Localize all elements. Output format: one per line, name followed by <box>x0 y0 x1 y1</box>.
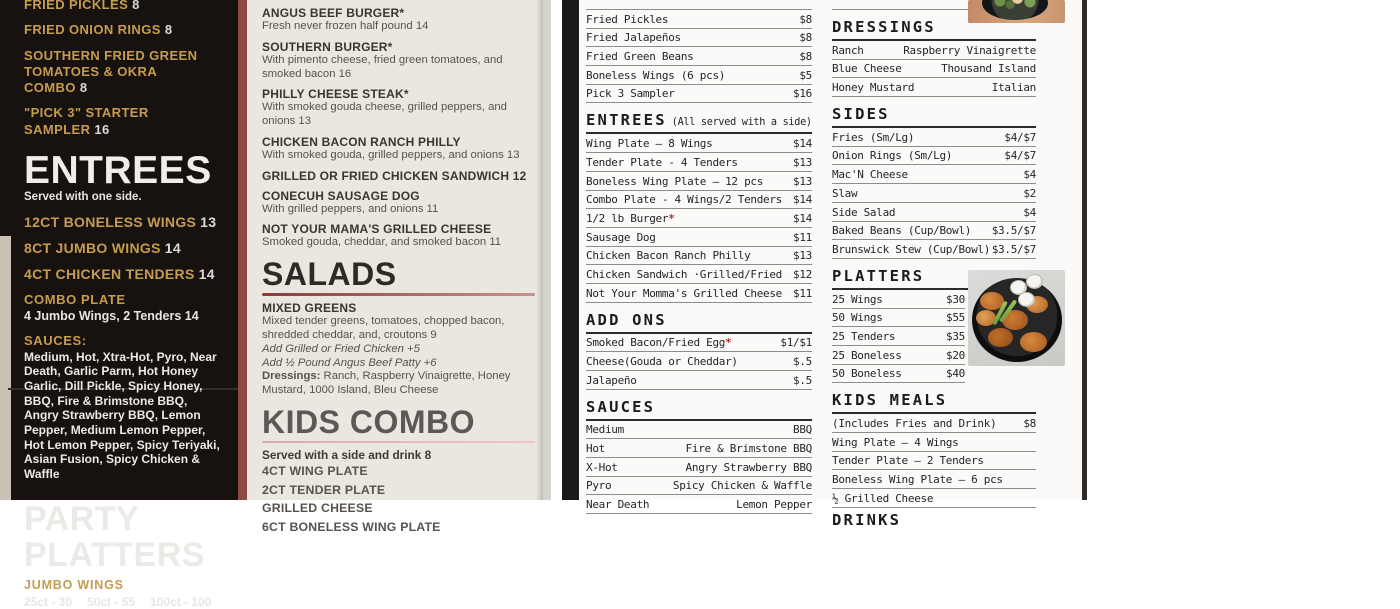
item-name: Tender Plate - 4 Tenders <box>586 155 738 169</box>
item-desc: With smoked gouda, grilled peppers, and onions 13 <box>262 148 520 161</box>
dressing-left: Honey Mustard <box>832 81 915 95</box>
heading-text: DRESSINGS <box>832 18 936 36</box>
dressing-row <box>832 41 1036 60</box>
sauce-right: Angry Strawberry BBQ <box>685 460 812 474</box>
item-name: Not Your Momma's Grilled Cheese <box>586 286 782 300</box>
item-name: Boneless Wing Plate — 12 pcs <box>586 174 764 188</box>
item-name: 8CT JUMBO WINGS <box>24 239 161 256</box>
drinks-heading-partial <box>832 508 1036 529</box>
item-price: $30 <box>946 292 965 306</box>
menu-row <box>586 47 812 66</box>
item-name: Boneless Wing Plate — 6 pcs <box>832 473 1003 487</box>
item-name: SOUTHERN BURGER* <box>262 39 393 54</box>
board-sauces-list: Medium, Hot, Xtra-Hot, Pyro, Near Death, Garlic Parm, Hot Honey Garlic, Dill Pickle, Spicy Honey, BBQ, Fire & Brimstone BBQ, Angry Strawberry BBQ, Lemon Pepper, Medium Lemon Pepper, Hot Lemon Pepper, Spicy Teriyaki, Asian Fusion, Spicy Chicken & Waffle <box>24 349 220 481</box>
menu-row <box>832 309 965 328</box>
sauce-row <box>586 421 812 440</box>
menu-row <box>586 66 812 85</box>
item-price: $4 <box>1023 205 1036 219</box>
menu-row-partial <box>832 0 982 10</box>
dressing-left: Blue Cheese <box>832 62 902 76</box>
board-entree <box>24 214 229 230</box>
item-price: 8 <box>164 22 173 38</box>
item-name: NOT YOUR MAMA'S GRILLED CHEESE <box>262 222 492 237</box>
menu-row <box>832 346 965 365</box>
item-price: $2 <box>1023 186 1036 200</box>
paper-item <box>262 169 535 183</box>
item-price: $3.5/$7 <box>991 224 1036 238</box>
item-name: Fried Pickles <box>586 12 669 26</box>
sauce-row <box>586 477 812 496</box>
board-starter <box>24 48 216 97</box>
item-price: $3.5/$7 <box>991 242 1036 256</box>
heading-text: ENTREES <box>586 111 667 130</box>
dressing-right: Italian <box>991 81 1036 95</box>
item-name: Fried Green Beans <box>586 50 694 64</box>
paper-menu <box>247 0 543 534</box>
sauce-left: Hot <box>586 442 605 456</box>
item-price: $.5 <box>793 355 812 368</box>
item-name: 25 Tenders <box>832 329 896 343</box>
item-name: Side Salad <box>832 205 896 219</box>
menu-row <box>832 365 965 384</box>
dip-cup <box>1018 292 1035 307</box>
heading-text: PLATTERS <box>832 266 925 285</box>
menu-row <box>832 240 1036 259</box>
menu-row <box>586 172 812 191</box>
item-price: $14 <box>793 211 812 225</box>
salad-dressings <box>262 370 535 398</box>
item-price: $5 <box>799 68 812 82</box>
kids-meals-heading <box>832 383 1036 414</box>
item-name <box>586 212 675 225</box>
kids-combo-rule <box>262 441 535 444</box>
item-price: $4 <box>1023 168 1036 182</box>
item-name: ANGUS BEEF BURGER* <box>262 6 405 20</box>
item-price: $8 <box>799 12 812 26</box>
paper-item <box>262 87 535 129</box>
item-price: $8 <box>1023 417 1036 430</box>
menu-row <box>586 209 812 228</box>
item-name: (Includes Fries and Drink) <box>832 417 997 430</box>
item-name: Fried Jalapeños <box>586 31 681 45</box>
item-name-text: 1/2 lb Burger <box>586 211 669 225</box>
item-name: Chicken Sandwich ·Grilled/Fried <box>586 267 782 281</box>
menu-row <box>832 290 965 309</box>
menu-row <box>832 147 1036 166</box>
board-starter <box>24 22 216 38</box>
salad-name: MIXED GREENS <box>262 301 357 316</box>
item-desc: With grilled peppers, and onions 11 <box>262 202 439 215</box>
menu-row <box>832 452 1036 471</box>
sauce-right: Lemon Pepper <box>736 498 812 512</box>
item-price: $11 <box>793 230 812 244</box>
item-name: 12CT BONELESS WINGS <box>24 213 197 230</box>
menu-row <box>586 228 812 247</box>
board-party-sub: JUMBO WINGS <box>24 578 124 593</box>
board-entree <box>24 240 229 256</box>
sauce-right: Spicy Chicken & Waffle <box>672 479 812 493</box>
sauce-left: Pyro <box>586 479 612 493</box>
item-price: $16 <box>793 87 812 101</box>
salad-bowl-photo <box>968 0 1065 23</box>
kids-combo-note: Served with a side and drink 8 <box>262 448 432 463</box>
dressing-left: Ranch <box>832 43 864 57</box>
item-price: $8 <box>799 31 812 45</box>
sauce-row <box>586 495 812 514</box>
item-price: $20 <box>946 348 965 362</box>
kids-combo-title: KIDS COMBO <box>262 403 475 440</box>
board-starter <box>24 105 216 138</box>
item-price: $1/$1 <box>780 336 812 350</box>
item-name: Jalapeño <box>586 373 637 387</box>
item-name: "PICK 3" STARTER SAMPLER <box>24 105 149 137</box>
menu-row <box>586 29 812 48</box>
item-name: GRILLED OR FRIED CHICKEN SANDWICH 12 <box>262 168 527 183</box>
item-name: Combo Plate - 4 Wings/2 Tenders <box>586 193 782 207</box>
item-desc: With pimento cheese, fried green tomatoes, and smoked bacon 16 <box>262 53 503 80</box>
item-name: SOUTHERN FRIED GREEN TOMATOES & OKRA COMBO <box>24 47 198 95</box>
salads-rule <box>262 293 535 296</box>
item-name: 50 Wings <box>832 311 883 325</box>
sauce-left: X-Hot <box>586 460 618 474</box>
board-combo-desc: 4 Jumbo Wings, 2 Tenders 14 <box>24 308 199 323</box>
menu-row <box>832 489 1036 508</box>
sauce-row <box>586 439 812 458</box>
menu-row <box>832 470 1036 489</box>
salad-desc: Mixed tender greens, tomatoes, chopped bacon, shredded cheddar, and, croutons 9 <box>262 315 505 342</box>
menu-row <box>832 433 1036 452</box>
dressings-label: Dressings: <box>262 370 321 383</box>
kids-combo-item: 2CT TENDER PLATE <box>262 482 386 497</box>
salads-title: SALADS <box>262 256 397 293</box>
item-price: $35 <box>946 329 965 343</box>
typed-menu <box>579 0 1082 529</box>
board-party-title: PARTY PLATTERS <box>24 500 205 574</box>
sides-heading <box>832 97 1036 128</box>
menu-row <box>586 247 812 266</box>
heading-text: KIDS MEALS <box>832 391 948 410</box>
item-name: FRIED ONION RINGS <box>24 22 161 38</box>
tier: 100ct - 100 <box>150 595 212 609</box>
menu-row <box>586 265 812 284</box>
dressings-list: Ranch, Raspberry Vinaigrette, Honey Mustard, 1000 Island, Bleu Cheese <box>262 370 511 397</box>
wing-piece <box>988 328 1013 347</box>
menu-row <box>832 414 1036 433</box>
heading-note: (All served with a side) <box>671 117 812 129</box>
typed-column-left <box>586 0 812 514</box>
item-price: $4/$7 <box>1004 130 1036 144</box>
black-divider-bar <box>562 0 579 500</box>
item-price: 8 <box>79 80 88 95</box>
item-name: 25 Boneless <box>832 348 902 362</box>
paper-item <box>262 189 535 217</box>
item-name: PHILLY CHEESE STEAK* <box>262 87 409 102</box>
board-starter <box>24 0 216 13</box>
wings-platter-photo <box>968 270 1065 366</box>
sauce-left: Near Death <box>586 498 650 512</box>
item-price: 14 <box>198 265 215 282</box>
menu-row <box>586 371 812 390</box>
raw-food-asterisk: * <box>668 211 675 225</box>
item-price: $8 <box>799 50 812 64</box>
item-name <box>586 336 731 349</box>
board-entrees-title: ENTREES <box>24 148 212 192</box>
menu-row <box>586 10 812 29</box>
paper-item <box>262 6 535 34</box>
dark-menu-board <box>0 0 247 609</box>
item-name: 50 Boneless <box>832 367 902 381</box>
item-price: 14 <box>164 239 181 256</box>
item-price: $11 <box>793 286 812 300</box>
item-name: Pick 3 Sampler <box>586 87 675 101</box>
menu-row <box>832 222 1036 241</box>
menu-row <box>586 134 812 153</box>
item-name: Tender Plate — 2 Tenders <box>832 454 984 468</box>
add-ons-heading <box>586 303 812 334</box>
board-party-tiers <box>24 595 229 609</box>
paper-edge-shadow <box>543 0 551 500</box>
menu-row <box>586 352 812 371</box>
sauce-left: Medium <box>586 423 624 437</box>
item-price: 16 <box>94 121 110 137</box>
paper-content <box>262 6 535 536</box>
item-name: FRIED PICKLES <box>24 0 129 12</box>
sauce-row <box>586 458 812 477</box>
item-name: Chicken Bacon Ranch Philly <box>586 249 751 263</box>
item-price: $4/$7 <box>1004 149 1036 163</box>
item-name: Baked Beans (Cup/Bowl) <box>832 224 972 238</box>
tier: 25ct - 30 <box>24 595 73 609</box>
board-red-trim <box>238 0 247 500</box>
menu-row <box>586 191 812 210</box>
heading-text: ADD ONS <box>586 310 667 329</box>
item-price: $13 <box>793 249 812 263</box>
item-name: 25 Wings <box>832 292 883 306</box>
menu-row <box>832 203 1036 222</box>
item-name: Fries (Sm/Lg) <box>832 130 915 144</box>
menu-row <box>832 128 1036 147</box>
paper-item <box>262 135 535 163</box>
menu-row <box>586 334 812 353</box>
item-price: $40 <box>946 367 965 381</box>
menu-row <box>832 165 1036 184</box>
item-price: $55 <box>946 311 965 325</box>
menu-row <box>586 153 812 172</box>
raw-food-asterisk: * <box>725 336 732 350</box>
kids-combo-item: 6CT BONELESS WING PLATE <box>262 519 441 534</box>
sauce-right: BBQ <box>793 423 812 437</box>
item-desc: Smoked gouda, cheddar, and smoked bacon 11 <box>262 236 502 249</box>
item-price: $13 <box>793 174 812 188</box>
sauce-right: Fire & Brimstone BBQ <box>685 442 812 456</box>
menu-row <box>586 85 812 104</box>
heading-text: DRINKS <box>832 510 902 529</box>
item-price: $.5 <box>793 373 812 387</box>
salad-add-patty: Add ½ Pound Angus Beef Patty +6 <box>262 356 437 369</box>
dressing-row <box>832 60 1036 79</box>
item-price: $14 <box>793 137 812 151</box>
board-combo-title: COMBO PLATE <box>24 291 126 307</box>
board-entree <box>24 266 229 282</box>
wing-piece <box>1020 332 1047 352</box>
heading-text: SAUCES <box>586 397 656 416</box>
item-price: $13 <box>793 155 812 169</box>
wall-background <box>0 236 11 500</box>
item-desc: Fresh never frozen half pound 14 <box>262 20 429 32</box>
item-price: 13 <box>200 213 217 230</box>
item-desc: With smoked gouda cheese, grilled peppers, and onions 13 <box>262 101 507 128</box>
board-content <box>24 0 229 609</box>
menu-row <box>832 184 1036 203</box>
item-price: $14 <box>793 193 812 207</box>
menu-row-partial <box>586 0 812 10</box>
dressing-row <box>832 78 1036 97</box>
menu-row <box>832 327 965 346</box>
item-price: $12 <box>793 267 812 281</box>
paper-item <box>262 222 535 250</box>
item-name: CONECUH SAUSAGE DOG <box>262 188 420 203</box>
item-name: Wing Plate — 4 Wings <box>832 435 959 449</box>
item-name: 4CT CHICKEN TENDERS <box>24 265 195 282</box>
item-name-text: Smoked Bacon/Fried Egg <box>586 336 726 350</box>
dip-cup <box>1026 274 1043 289</box>
item-name: ½ Grilled Cheese <box>832 491 934 505</box>
kids-combo-item: GRILLED CHEESE <box>262 501 373 516</box>
tier: 50ct - 55 <box>87 595 136 609</box>
right-edge-line <box>1082 0 1087 500</box>
item-name: CHICKEN BACON RANCH PHILLY <box>262 134 461 149</box>
paper-item <box>262 40 535 82</box>
board-entrees-note: Served with one side. <box>24 190 142 203</box>
salad-add-chicken: Add Grilled or Fried Chicken +5 <box>262 342 420 355</box>
entrees-heading <box>586 103 812 134</box>
heading-text: SIDES <box>832 105 890 124</box>
item-name: Boneless Wings (6 pcs) <box>586 68 726 82</box>
item-name: Slaw <box>832 186 858 200</box>
item-name: Cheese(Gouda or Cheddar) <box>586 355 738 368</box>
item-name: Wing Plate — 8 Wings <box>586 137 713 151</box>
item-name: Onion Rings (Sm/Lg) <box>832 149 953 163</box>
board-sauces-title: SAUCES: <box>24 332 87 348</box>
item-price: 8 <box>132 0 140 12</box>
dressing-right: Raspberry Vinaigrette <box>903 43 1036 57</box>
typed-column-right <box>832 0 1036 529</box>
sauces-heading <box>586 390 812 421</box>
menu-row <box>586 284 812 303</box>
dressing-right: Thousand Island <box>941 62 1036 76</box>
item-name: Sausage Dog <box>586 230 656 244</box>
item-name: Brunswick Stew (Cup/Bowl) <box>832 242 991 256</box>
kids-combo-item: 4CT WING PLATE <box>262 464 368 479</box>
item-name: Mac'N Cheese <box>832 168 908 182</box>
